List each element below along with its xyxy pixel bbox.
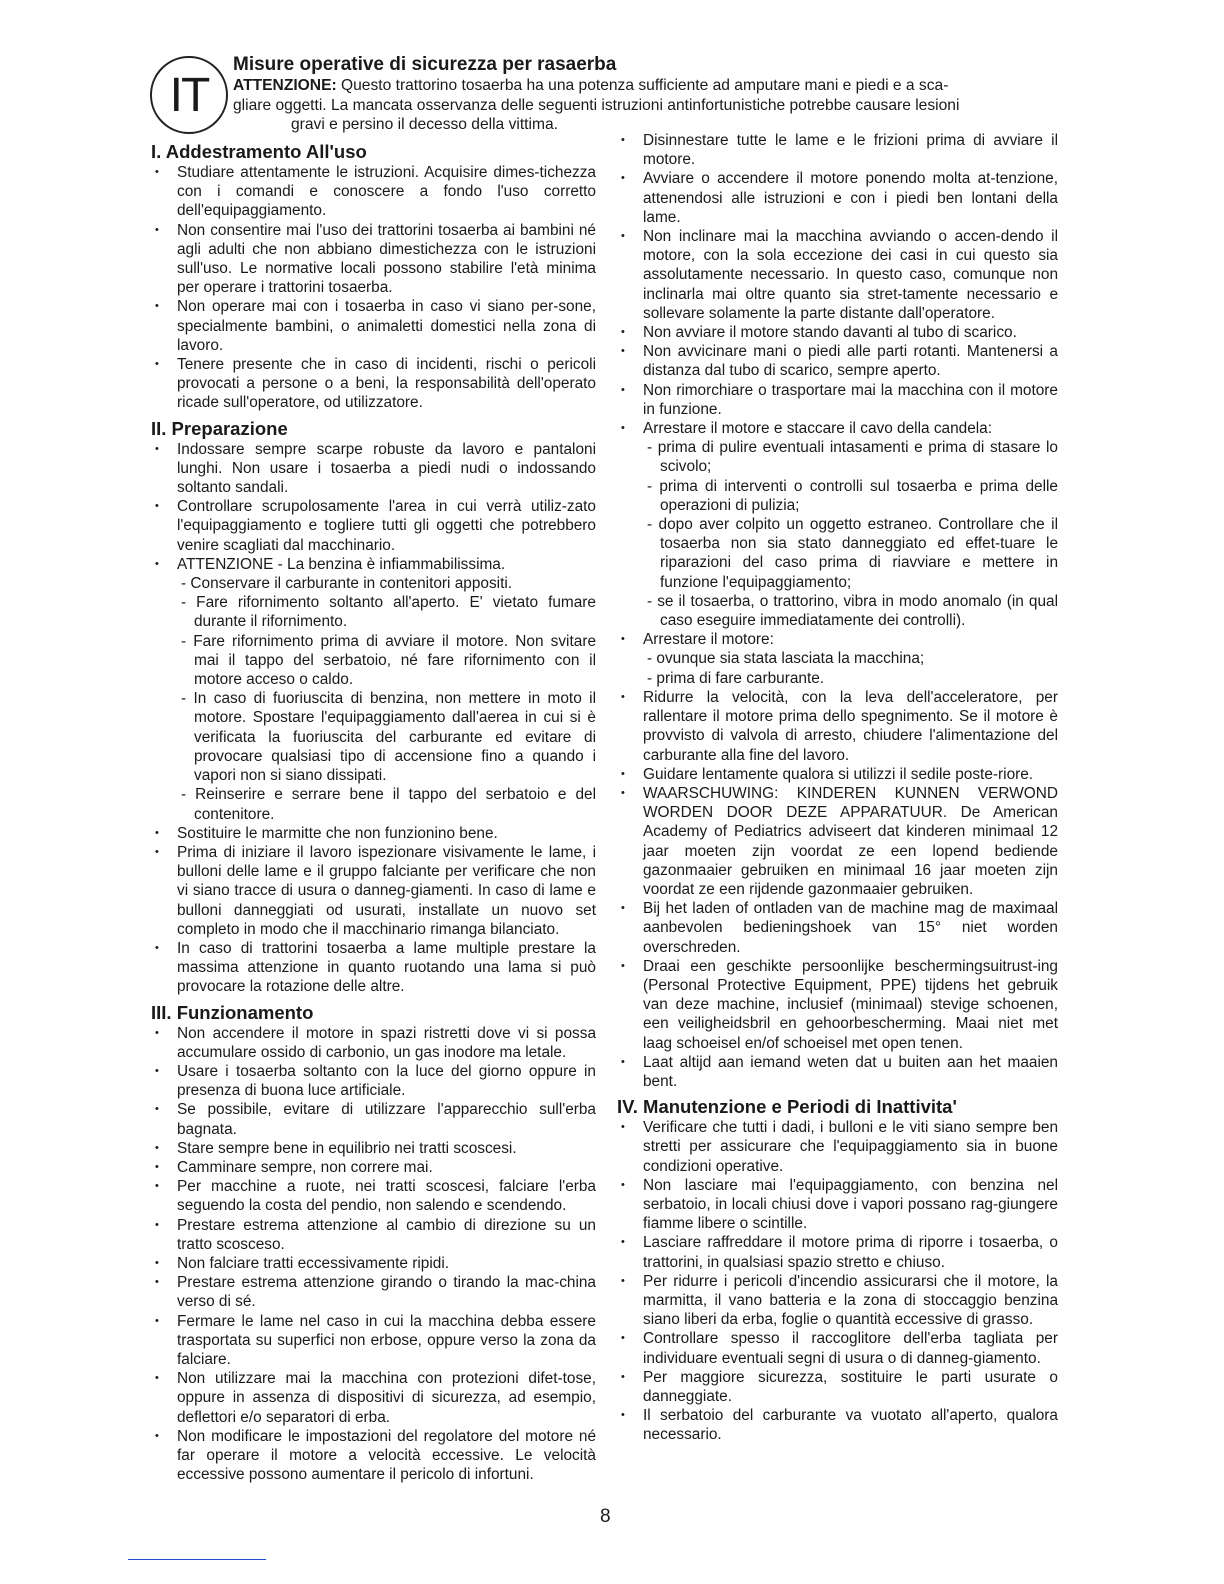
list-item: • Bij het laden of ontladen van de machine mag de maximaal aanbevolen bedieningshoek van 15° niet worden overschreden. (617, 899, 1058, 957)
sublist-item: - ovunque sia stata lasciata la macchina; (647, 650, 925, 668)
list-item: • Disinnestare tutte le lame e le frizioni prima di avviare il motore. (617, 131, 1058, 169)
list-item: • Non modificare le impostazioni del regolatore del motore né far operare il motore a velocità eccessive. Le velocità eccessive possono aumentare il pericolo di infortuni. (151, 1427, 596, 1485)
list-item: • Laat altijd aan iemand weten dat u buiten aan het maaien bent. (617, 1053, 1058, 1091)
list-item: • Per macchine a ruote, nei tratti scoscesi, falciare l'erba seguendo la costa del pendio, non salendo e scendendo. (151, 1177, 596, 1215)
preparation-list (151, 440, 596, 997)
list-item: • Controllare scrupolosamente l'area in cui verrà utiliz-zato l'equipaggiamento e togliere tutti gli oggetti che potrebbero venire scagliati dal macchinario. (151, 497, 596, 555)
section-heading-preparation: II. Preparazione (151, 417, 288, 439)
list-item: • Fermare le lame nel caso in cui la macchina debba essere trasportata su superfici non erbose, oppure verso la zona da falciare. (151, 1312, 596, 1370)
list-item: • Non avvicinare mani o piedi alle parti rotanti. Mantenersi a distanza dal tubo di scarico, sempre aperto. (617, 342, 1058, 380)
left-column (151, 136, 596, 1484)
section-heading-training: I. Addestramento All'uso (151, 141, 367, 162)
list-item: • Non avviare il motore stando davanti al tubo di scarico. (617, 323, 1058, 342)
list-item: • Camminare sempre, non correre mai. (151, 1158, 596, 1177)
sublist-item: - Fare rifornimento prima di avviare il motore. Non svitare mai il tappo del serbatoio, né fare rifornimento con il motore acceso o caldo. (181, 632, 596, 689)
list-item: • Non utilizzare mai la macchina con protezioni difet-tose, oppure in assenza di dispositivi di sicurezza, ad esempio, deflettori e/o separatori di erba. (151, 1369, 596, 1427)
sublist-item: - Conservare il carburante in contenitori appositi. (181, 575, 513, 593)
list-item: • Se possibile, evitare di utilizzare l'apparecchio sull'erba bagnata. (151, 1100, 596, 1138)
list-item: • Ridurre la velocità, con la leva dell'acceleratore, per rallentare il motore prima dello spegnimento. Se il motore è provvisto di valvola di arresto, chiudere l'alimentazione del carburante alla fine del lavoro. (617, 688, 1058, 765)
page-number: 8 (600, 1506, 611, 1527)
page-title: Misure operative di sicurezza per rasaerba (233, 54, 617, 75)
list-item: • Studiare attentamente le istruzioni. Acquisire dimes-tichezza con i comandi e conoscere a fondo l'uso corretto dell'equipaggiamento. (151, 163, 596, 221)
training-list (151, 163, 596, 413)
list-item: • Draai een geschikte persoonlijke beschermingsuitrust-ing (Personal Protective Equipment, PPE) tijdens het gebruik van deze machine, inclusief (minimaal) stevige schoenen, een veiligheidsbril en gehoorbescherming. Maai niet met laag schoeisel en/of schoeisel met open tenen. (617, 957, 1058, 1053)
list-item: • Guidare lentamente qualora si utilizzi il sedile poste-riore. (617, 765, 1058, 784)
sublist-item: - prima di pulire eventuali intasamenti e prima di stasare lo scivolo; (647, 439, 1058, 476)
list-item: • Avviare o accendere il motore ponendo molta at-tenzione, attenendosi alle istruzioni e con i piedi ben lontani della lame. (617, 169, 1058, 227)
list-item: • Per ridurre i pericoli d'incendio assicurarsi che il motore, la marmitta, il vano batteria e la zona di stoccaggio benzina siano liberi da erba, foglie o quantità eccessive di grasso. (617, 1272, 1058, 1330)
list-item: • Non consentire mai l'uso dei trattorini tosaerba ai bambini né agli adulti che non abbiano dimestichezza con le istruzioni sull'uso. Le normative locali possono stabilire l'età minima per operare i trattorini tosaerba. (151, 221, 596, 298)
list-item: • Indossare sempre scarpe robuste da lavoro e pantaloni lunghi. Non usare i tosaerba a piedi nudi o indossando soltanto sandali. (151, 440, 596, 498)
list-item: • Non operare mai con i tosaerba in caso vi siano per-sone, specialmente bambini, o animaletti domestici nella zona di lavoro. (151, 297, 596, 355)
list-item: • Non inclinare mai la macchina avviando o accen-dendo il motore, con la sola eccezione dei casi in cui questo sia assolutamente necessario. In questo caso, comunque non inclinarla mai oltre quanto sia stret-tamente necessario e sollevare solamente la parte distante dall'operatore. (617, 227, 1058, 323)
operation-list-continued (617, 131, 1058, 1091)
list-item: • Non accendere il motore in spazi ristretti dove vi si possa accumulare ossido di carbonio, un gas inodore ma letale. (151, 1024, 596, 1062)
list-item: • WAARSCHUWING: KINDEREN KUNNEN VERWOND WORDEN DOOR DEZE APPARATUUR. De American Academy of Pediatrics adviseert dat kinderen minimaal 12 jaar moeten zijn voordat ze een lopend bediende gazonmaaier gebruiken en minimaal 16 jaar moeten zijn voordat ze een rijdende gazonmaaier gebruiken. (617, 784, 1058, 899)
list-item: • ATTENZIONE - La benzina è infiammabilissima. - Conservare il carburante in contenitori appositi. - Fare rifornimento soltanto all'aperto. E' vietato fumare durante il rifornimento. - Fare rifornimento prima di avviare il motore. Non svitare mai il tappo del serbatoio, né fare rifornimento con il motore acceso o caldo. - In caso di fuoriuscita di benzina, non mettere in moto il motore. Spostare l'equipaggiamento dall'aerea in cui si è verificata la fuoriuscita del carburante ed evitare di provocare qualsiasi tipo di accensione fino a quando i vapori non si siano dissipati. - Reinserire e serrare bene il tappo del serbatoio e del contenitore. (151, 555, 596, 824)
list-item: • Controllare spesso il raccoglitore dell'erba tagliata per individuare eventuali segni di usura o di danneg-giamento. (617, 1329, 1058, 1367)
sublist-item: - prima di fare carburante. (647, 669, 825, 687)
sublist-item: - se il tosaerba, o trattorino, vibra in modo anomalo (in qual caso eseguire immediatamente dei controlli). (647, 592, 1058, 630)
list-item: • Prestare estrema attenzione al cambio di direzione su un tratto scosceso. (151, 1216, 596, 1254)
language-badge-it: IT (150, 56, 228, 134)
stop-sublist (643, 438, 1058, 630)
warning-intro: ATTENZIONE: Questo trattorino tosaerba ha una potenza sufficiente ad amputare mani e piedi e a sca- gliare oggetti. La mancata osservanza delle seguenti istruzioni antinfortunistiche potrebbe causare lesioni gravi e persino il decesso della vittima. (233, 77, 960, 133)
list-item: • Non rimorchiare o trasportare mai la macchina con il motore in funzione. (617, 381, 1058, 419)
list-item: • Usare i tosaerba soltanto con la luce del giorno oppure in presenza di buona luce artificiale. (151, 1062, 596, 1100)
sublist-item: - Reinserire e serrare bene il tappo del serbatoio e del contenitore. (181, 786, 596, 823)
list-item: • In caso di trattorini tosaerba a lame multiple prestare la massima attenzione in quanto ruotando una lama si può provocare la rotazione delle altre. (151, 939, 596, 997)
sublist-item: - prima di interventi o controlli sul tosaerba e prima delle operazioni di pulizia; (647, 477, 1058, 514)
operation-list (151, 1024, 596, 1485)
list-item: • Tenere presente che in caso di incidenti, rischi o pericoli provocati a persone o a beni, la responsabilità dell'operato ricade sull'operatore, od utilizzatore. (151, 355, 596, 413)
list-item: • Non falciare tratti eccessivamente ripidi. (151, 1254, 596, 1273)
list-item: • Prestare estrema attenzione girando o tirando la mac-china verso di sé. (151, 1273, 596, 1311)
section-heading-maintenance: IV. Manutenzione e Periodi di Inattivita' (617, 1096, 957, 1118)
sublist-item: - dopo aver colpito un oggetto estraneo. Controllare che il tosaerba non sia stato danneggiato ed effet-tuare le riparazioni del caso prima di riavviare e mettere in funzione l'equipaggiamento; (647, 516, 1058, 591)
list-item: • Non lasciare mai l'equipaggiamento, con benzina nel serbatoio, in locali chiusi dove i vapori possano rag-giungere fiamme libere o scintille. (617, 1176, 1058, 1234)
list-item: • Prima di iniziare il lavoro ispezionare visivamente le lame, i bulloni delle lame e il gruppo falciante per verificare che non vi siano tracce di usura o danneg-giamenti. In caso di lame e bulloni danneggiati od usurati, installate un nuovo set completo in modo che il macchinario rimanga bilanciato. (151, 843, 596, 939)
list-item: • Per maggiore sicurezza, sostituire le parti usurate o danneggiate. (617, 1368, 1058, 1406)
list-item: • Sostituire le marmitte che non funzionino bene. (151, 824, 596, 843)
list-item: • Arrestare il motore e staccare il cavo della candela: - prima di pulire eventuali intasamenti e prima di stasare lo scivolo; - prima di interventi o controlli sul tosaerba e prima delle operazioni di pulizia; - dopo aver colpito un oggetto estraneo. Controllare che il tosaerba non sia stato danneggiato ed effet-tuare le riparazioni del caso prima di riavviare e mettere in funzione l'equipaggiamento; - se il tosaerba, o trattorino, vibra in modo anomalo (in qual caso eseguire immediatamente dei controlli). (617, 419, 1058, 630)
sublist-item: - Fare rifornimento soltanto all'aperto. E' vietato fumare durante il rifornimento. (181, 594, 596, 631)
list-item: • Verificare che tutti i dadi, i bulloni e le viti siano sempre ben stretti per assicurare che l'equipaggiamento sia in buone condizioni operative. (617, 1118, 1058, 1176)
section-heading-operation: III. Funzionamento (151, 1001, 314, 1023)
list-item: • Stare sempre bene in equilibrio nei tratti scoscesi. (151, 1139, 596, 1158)
stop-sublist (643, 649, 1058, 687)
list-item: • Arrestare il motore: - ovunque sia stata lasciata la macchina; - prima di fare carburante. (617, 630, 1058, 688)
sublist-item: - In caso di fuoriuscita di benzina, non mettere in moto il motore. Spostare l'equipaggiamento dall'aerea in cui si è verificata la fuoriuscita del carburante ed evitare di provocare qualsiasi tipo di accensione fino a quando i vapori non si siano dissipati. (181, 690, 596, 785)
list-item: • Lasciare raffreddare il motore prima di riporre i tosaerba, o trattorini, in qualsiasi spazio stretto e chiuso. (617, 1233, 1058, 1271)
maintenance-list (617, 1118, 1058, 1444)
right-column (617, 131, 1058, 1445)
warning-lead: ATTENZIONE: (233, 77, 337, 94)
footer-rule (128, 1559, 266, 1560)
list-item: • Il serbatoio del carburante va vuotato all'aperto, qualora necessario. (617, 1406, 1058, 1444)
fuel-sublist (177, 574, 596, 824)
